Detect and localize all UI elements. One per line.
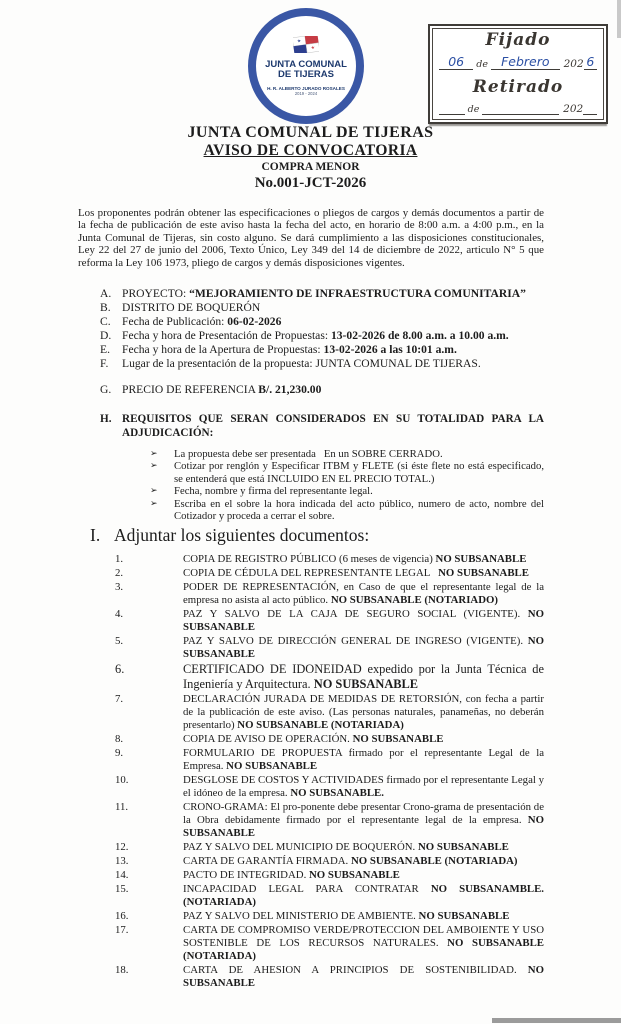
doc-item-text-bold: NO SUBSANABLE <box>313 677 419 692</box>
doc-item-text-pre: COPIA DE REGISTRO PÚBLICO (6 meses de vigencia) <box>183 553 436 566</box>
doc-item-text-pre: DECLARACIÓN JURADA DE MEDIDAS DE RETORSIÓN, con fecha a partir de la publicación de este aviso. (Las personas naturales, panameñas, no deberán presentarlo) <box>183 692 544 731</box>
stamp-retirado-date-line <box>439 103 597 115</box>
letter-item-marker: D. <box>100 329 112 343</box>
letter-item-text-pre: PROYECTO: <box>122 287 190 301</box>
doc-item-text-pre: PACTO DE INTEGRIDAD. <box>183 868 309 881</box>
letter-item-text <box>122 287 544 301</box>
letter-item-marker: H. <box>100 413 112 426</box>
doc-item-number: 4. <box>115 608 124 621</box>
letter-item-marker: B. <box>100 301 111 315</box>
doc-item-number: 7. <box>115 692 124 705</box>
bullet-item <box>150 498 544 523</box>
handwritten-day: 06 <box>448 54 465 70</box>
stamp-month-blank <box>491 56 560 70</box>
doc-item-text-bold: NO SUBSANABLE <box>183 813 544 839</box>
seal-term-years: 2019 - 2024 <box>294 91 318 97</box>
doc-item-text-pre: DESGLOSE DE COSTOS Y ACTIVIDADES firmado por el representante Legal y el idóneo de la empresa. <box>183 773 544 799</box>
doc-item-text-pre: PAZ Y SALVO DE DIRECCIÓN GENERAL DE INGRESO (VIGENTE). <box>183 635 528 648</box>
heading-marker: I. <box>90 525 101 546</box>
junta-comunal-seal <box>248 8 364 124</box>
arrow-bullet-icon: ➢ <box>150 498 158 509</box>
doc-item-text-pre: CARTA DE GARANTÍA FIRMADA. <box>183 854 351 867</box>
title-number: No.001-JCT-2026 <box>254 175 367 191</box>
title-org-name: JUNTA COMUNAL DE TIJERAS <box>187 124 434 141</box>
doc-item-text-bold: NO SUBSANABLE <box>438 567 529 580</box>
seal-org-line1: JUNTA COMUNAL <box>265 58 347 70</box>
doc-item-number: 11. <box>115 800 129 813</box>
letter-item-marker: C. <box>100 315 111 329</box>
doc-item <box>115 608 544 634</box>
doc-item-text <box>183 855 544 868</box>
letter-item-text-pre: Fecha y hora de Presentación de Propuestas: <box>122 329 331 343</box>
letter-item-marker: A. <box>100 287 112 301</box>
doc-item-text <box>183 553 544 566</box>
letter-item-text <box>122 301 544 315</box>
fijado-retirado-stamp <box>428 24 608 124</box>
doc-item-number: 12. <box>115 840 129 853</box>
title-compra-menor: COMPRA MENOR <box>261 161 360 173</box>
doc-item-text-pre: PAZ Y SALVO DE LA CAJA DE SEGURO SOCIAL (VIGENTE). <box>183 608 528 621</box>
scan-artifact-bottom-bar <box>492 1018 621 1023</box>
doc-item-text-bold: NO SUBSANABLE <box>417 840 509 853</box>
doc-item-text-bold: NO SUBSANABLE <box>308 868 400 881</box>
doc-item-text <box>183 581 544 607</box>
letter-item-marker: F. <box>100 357 109 371</box>
letter-item-text-pre: Fecha y hora de la Apertura de Propuestas: <box>122 343 324 357</box>
doc-item-number: 1. <box>115 553 124 566</box>
doc-item-text-pre: PAZ Y SALVO DEL MUNICIPIO DE BOQUERÓN. <box>183 840 418 853</box>
doc-item-number: 2. <box>115 567 124 580</box>
doc-item-text <box>183 693 544 732</box>
bullet-item <box>150 485 544 497</box>
doc-item-text <box>183 883 544 909</box>
doc-item-number: 14. <box>115 868 129 881</box>
intro-paragraph: Los proponentes podrán obtener las especificaciones o pliegos de cargos y demás documentos a partir de la fecha de publicación de este aviso hasta la fecha del acto, en horario de 8:00 a.m. a 4:00 p.m., en la Junta Comunal de Tijeras, sin costo alguno. Se dará cumplimiento a las disposiciones constitucionales, Ley 22 del 27 de junio del 2006, Texto Único, Ley 349 del 14 de diciembre de 2022, articulo N° 5 que reforma la Ley 106 1973, pliego de cargos y demás disposiciones vigentes. <box>78 207 544 269</box>
doc-item-text-bold: NO SUBSANABLE. <box>290 786 384 799</box>
handwritten-year-digit: 6 <box>586 54 595 70</box>
bullet-item-text: Escriba en el sobre la hora indicada del acto público, numero de acto, nombre del Cotizador y proceda a cerrar el sobre. <box>174 497 544 523</box>
stamp-fijado-date-line <box>439 56 597 70</box>
requisitos-heading: REQUISITOS QUE SERAN CONSIDERADOS EN SU TOTALIDAD PARA LA ADJUDICACIÓN: <box>122 413 544 439</box>
doc-item <box>115 801 544 840</box>
doc-item-text-pre: COPIA DE AVISO DE OPERACIÓN. <box>183 732 353 745</box>
doc-item-text-pre: CARTA DE COMPROMISO VERDE/PROTECCION DEL AMBOIENTE Y USO SOSTENIBLE DE LOS RECURSOS NATURALES. <box>183 923 544 949</box>
document-body <box>0 207 621 990</box>
doc-item <box>115 883 544 909</box>
stamp-year-blank <box>584 56 597 70</box>
seal-org-line2: DE TIJERAS <box>278 69 334 81</box>
doc-item-text-bold: NO SUBSANABLE (NOTARIADA) <box>183 936 544 962</box>
letter-item-text <box>122 383 544 397</box>
doc-item-text <box>183 801 544 840</box>
stamp-fijado-label: Fijado <box>485 30 551 50</box>
doc-item-number: 13. <box>115 854 129 867</box>
arrow-bullet-icon: ➢ <box>150 486 158 497</box>
doc-item <box>115 567 544 580</box>
doc-item <box>115 841 544 854</box>
doc-item-text-bold: NO SUBSANABLE <box>418 909 510 922</box>
doc-item-text-pre: COPIA DE CÉDULA DEL REPRESENTANTE LEGAL <box>183 567 439 580</box>
doc-item-text-bold: NO SUBSANABLE (NOTARIADA) <box>237 718 404 731</box>
letter-item-e <box>100 343 544 357</box>
doc-item-text-pre: PAZ Y SALVO DEL MINISTERIO DE AMBIENTE. <box>183 909 419 922</box>
doc-item <box>115 553 544 566</box>
doc-item <box>115 662 544 691</box>
stamp-de-word2: de <box>467 103 480 115</box>
doc-item <box>115 733 544 746</box>
doc-item <box>115 964 544 990</box>
adjuntar-documentos-heading <box>90 524 544 547</box>
letter-item-text <box>122 343 544 357</box>
bullet-item <box>150 448 544 460</box>
doc-item <box>115 693 544 732</box>
doc-item-text-bold: NO SUBSANABLE <box>226 759 318 772</box>
requirements-bullet-list <box>150 448 544 522</box>
letter-item-text <box>122 357 544 371</box>
letter-item-text-bold: “MEJORAMIENTO DE INFRAESTRUCTURA COMUNITARIA” <box>189 287 526 301</box>
letter-item-text-pre: Lugar de la presentación de la propuesta: JUNTA COMUNAL DE TIJERAS. <box>122 357 481 371</box>
doc-item <box>115 924 544 963</box>
doc-item-text <box>183 608 544 634</box>
doc-item-text-bold: NO SUBSANAMBLE. (NOTARIADA) <box>183 882 544 908</box>
doc-item-number: 10. <box>115 773 129 786</box>
bullet-item <box>150 460 544 485</box>
doc-item-text <box>183 841 544 854</box>
doc-item-number: 3. <box>115 581 124 594</box>
letter-item-text-bold: 06-02-2026 <box>227 315 282 329</box>
stamp-month-blank-empty <box>482 103 559 115</box>
doc-item-text <box>183 662 544 691</box>
bullet-item-text: Cotizar por renglón y Especificar ITBM y FLETE (si éste flete no está especificado, se entenderá que está INCLUIDO EN EL PRECIO TOTAL.) <box>174 460 544 485</box>
doc-item-text-pre: INCAPACIDAD LEGAL PARA CONTRATAR <box>183 882 431 895</box>
doc-item <box>115 855 544 868</box>
doc-item-text <box>183 869 544 882</box>
doc-item <box>115 869 544 882</box>
doc-item <box>115 910 544 923</box>
letter-item-text <box>122 315 544 329</box>
doc-item-text-bold: NO SUBSANABLE <box>352 732 444 745</box>
doc-item-text-pre: CERTIFICADO DE IDONEIDAD expedido por la Junta Técnica de Ingeniería y Arquitectura. <box>183 662 544 692</box>
doc-item-text-bold: NO SUBSANABLE <box>183 608 544 634</box>
doc-item <box>115 747 544 773</box>
doc-item-text-bold: NO SUBSANABLE <box>183 963 544 989</box>
doc-item-number: 5. <box>115 635 124 648</box>
letter-item-text-pre: DISTRITO DE BOQUERÓN <box>122 301 261 315</box>
letter-item-text-pre: Fecha de Publicación: <box>122 315 228 329</box>
stamp-day-blank <box>439 56 473 70</box>
doc-item-text <box>183 910 544 923</box>
doc-item-text-bold: NO SUBSANABLE <box>435 553 527 566</box>
doc-item-text <box>183 774 544 800</box>
heading-text: Adjuntar los siguientes documentos: <box>114 525 370 546</box>
stamp-year-prefix: 202 <box>563 58 584 71</box>
doc-item-number: 8. <box>115 732 124 745</box>
doc-item-text-bold: NO SUBSANABLE <box>183 635 544 661</box>
letter-item-marker: G. <box>100 383 112 397</box>
stamp-de-word: de <box>476 59 489 71</box>
seal-representative-name: H. R. ALBERTO JURADO ROSALES <box>267 85 345 91</box>
doc-item-text-bold: NO SUBSANABLE (NOTARIADA) <box>350 854 518 867</box>
letter-item-d <box>100 329 544 343</box>
stamp-retirado-label: Retirado <box>472 76 564 97</box>
letter-item-f <box>100 357 544 371</box>
bullet-item-text: La propuesta debe ser presentada En un SOBRE CERRADO. <box>174 448 443 461</box>
stamp-day-blank-empty <box>439 103 465 115</box>
doc-item-text <box>183 635 544 661</box>
letter-item-c <box>100 315 544 329</box>
doc-item-text <box>183 924 544 963</box>
doc-item <box>115 581 544 607</box>
letter-item-marker: E. <box>100 343 110 357</box>
letter-item-a <box>100 287 544 301</box>
letter-item-b <box>100 301 544 315</box>
doc-item-number: 9. <box>115 746 124 759</box>
stamp-year-blank-empty <box>583 103 597 115</box>
doc-item-text-pre: CARTA DE AHESION A PRINCIPIOS DE SOSTENIBILIDAD. <box>183 963 528 976</box>
title-aviso: AVISO DE CONVOCATORIA <box>203 142 418 159</box>
letter-item-text-bold: 13-02-2026 a las 10:01 a.m. <box>323 343 457 357</box>
doc-item <box>115 635 544 661</box>
arrow-bullet-icon: ➢ <box>150 449 158 460</box>
letter-item-text <box>122 329 544 343</box>
arrow-bullet-icon: ➢ <box>150 461 158 472</box>
doc-item-text <box>183 747 544 773</box>
doc-item-text-pre: PODER DE REPRESENTACIÓN, en Caso de que el representante legal de la empresa no asista al acto público. <box>183 581 544 607</box>
handwritten-month: Febrero <box>501 54 550 70</box>
stamp-year-prefix2: 202 <box>563 102 584 115</box>
panama-flag-icon <box>293 36 319 58</box>
scan-artifact-right-edge <box>617 0 621 38</box>
doc-item-number: 18. <box>115 963 129 976</box>
doc-item-number: 16. <box>115 909 129 922</box>
doc-item-text <box>183 733 544 746</box>
reference-price: B/. 21,230.00 <box>258 383 322 397</box>
doc-item-text-bold: NO SUBSANABLE (NOTARIADO) <box>330 594 498 607</box>
letter-item-text-pre: PRECIO DE REFERENCIA <box>122 383 259 397</box>
doc-item <box>115 774 544 800</box>
doc-item-text <box>183 567 544 580</box>
doc-item-text-pre: FORMULARIO DE PROPUESTA firmado por el representante Legal de la Empresa. <box>183 746 544 772</box>
doc-item-number: 15. <box>115 882 129 895</box>
letter-item-text-bold: 13-02-2026 de 8.00 a.m. a 10.00 a.m. <box>330 329 509 343</box>
doc-item-text-pre: CRONO-GRAMA: El pro-ponente debe presentar Crono-grama de presentación de la Obra debidamente firmado por el representante legal de la empresa. <box>183 800 544 826</box>
letter-item-h <box>100 413 544 440</box>
bullet-item-text: Fecha, nombre y firma del representante legal. <box>174 485 373 498</box>
doc-item-text <box>183 964 544 990</box>
lettered-list <box>100 287 544 440</box>
letter-item-g <box>100 383 544 397</box>
doc-item-number: 17. <box>115 923 129 936</box>
doc-item-number: 6. <box>115 662 125 677</box>
documents-numbered-list <box>115 553 544 989</box>
